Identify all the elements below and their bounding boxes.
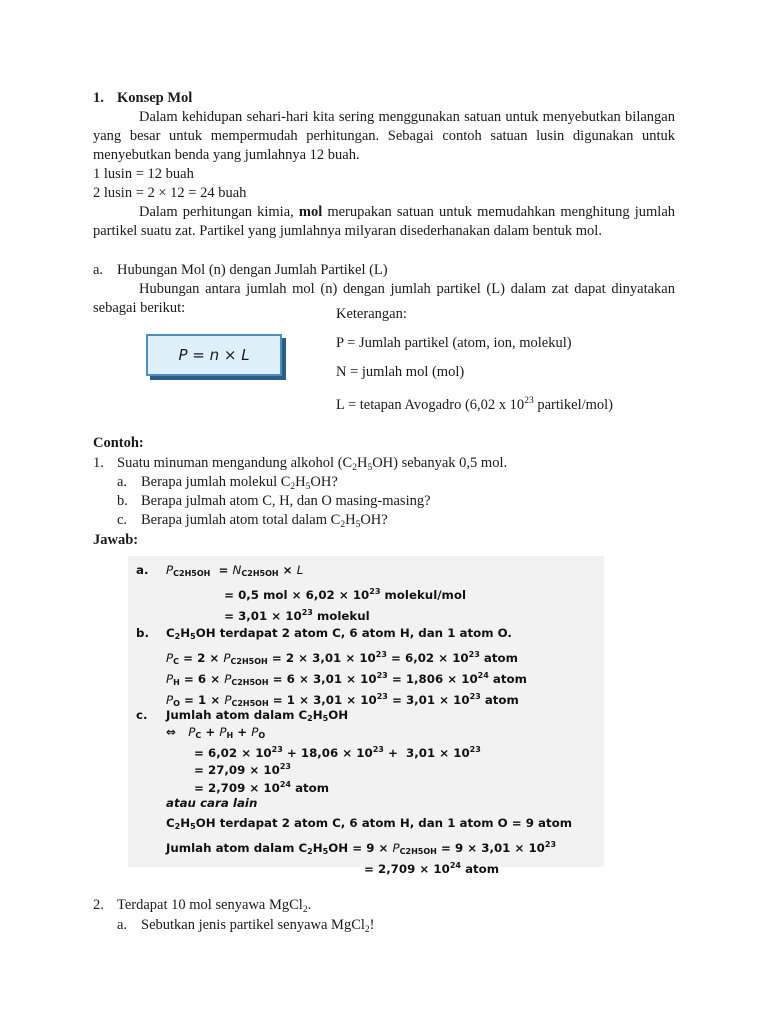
solution-b-line-4: PO = $1 \times PC2H5OH = 1 \times 3,01 \times 10^{23} = 3,01 \times 10^{23}$ atom — [166, 692, 519, 708]
question-1-before: Suatu minuman mengandung alkohol (C — [117, 455, 353, 471]
keterangan-p: P = Jumlah partikel (atom, ion, molekul) — [336, 335, 572, 351]
section-title: Konsep Mol — [117, 90, 193, 106]
solution-a-line-3: = $3,01 \times 10^{23}$ molekul — [220, 608, 370, 623]
section-heading — [93, 89, 675, 108]
intro-paragraph-2 — [93, 203, 675, 241]
question-2a-letter: a. — [117, 917, 128, 933]
keterangan-l — [336, 392, 676, 421]
solution-a-label: a. — [136, 563, 149, 577]
question-1b-letter: b. — [117, 493, 128, 509]
solution-alt-line-2: Jumlah atom dalam $C2H5OH = 9 \times PC2H5OH = 9 \times 3,01 \times 10^{23}$ — [166, 840, 557, 856]
question-1a: a. Berapa jumlah molekul $C_2H_5OH$? — [117, 474, 338, 492]
question-1c-text: Berapa jumlah atom total dalam C — [141, 512, 341, 528]
solution-a-line-1: a. PC2H5OH = NC2H5OH × L — [128, 560, 604, 581]
solution-alt-heading: atau cara lain — [166, 796, 258, 810]
solution-b-line-1: b. C2H5OH terdapat 2 atom C, 6 atom H, dan 1 atom O. — [128, 623, 604, 644]
keterangan-l-after: partikel/mol) — [533, 397, 614, 413]
formula-box: P = n × L — [146, 334, 282, 376]
question-2a-text: Sebutkan jenis partikel senyawa MgCl — [141, 917, 365, 933]
para2-bold-mol: mol — [298, 204, 323, 220]
intro-line-2: 2 lusin = 2 × 12 = 24 buah — [93, 185, 247, 201]
solution-b-line-2: PC = $2 \times PC2H5OH = 2 \times 3,01 \times 10^{23} = 6,02 \times 10^{23}$ atom — [166, 650, 518, 666]
solution-a-line-2: = 0,5 mol × $6,02 \times 10^{23}$ molekul/mol — [220, 587, 466, 602]
keterangan-block — [336, 305, 676, 421]
question-1b-text: Berapa julmah atom C, H, dan O masing-masing? — [141, 493, 431, 509]
question-2: 2. Terdapat 10 mol senyawa MgCl$_2$. — [93, 897, 312, 915]
jawab-heading: Jawab: — [93, 532, 139, 548]
solution-c-line-4: = $27,09 \times 10^{23}$ — [194, 762, 291, 777]
keterangan-n: N = jumlah mol (mol) — [336, 364, 465, 380]
question-1c-letter: c. — [117, 512, 128, 528]
contoh-heading: Contoh: — [93, 435, 144, 451]
question-1: 1. Suatu minuman mengandung alkohol $(C_2H_5OH)$ sebanyak 0,5 mol. — [93, 455, 508, 473]
subsection-a-heading — [93, 261, 675, 280]
section-number: 1. — [93, 90, 104, 106]
keterangan-heading: Keterangan: — [336, 306, 407, 322]
solution-c-line-1: c. Jumlah atom dalam C2H5OH — [136, 708, 349, 723]
solution-alt-line-1: C2H5OH terdapat 2 atom C, 6 atom H, dan 1 atom O = 9 atom — [166, 816, 573, 831]
solution-c-text: Jumlah atom dalam — [166, 708, 295, 722]
question-1c: c. Berapa jumlah atom total dalam $C_2H_5OH$? — [117, 512, 388, 530]
subsection-a-letter: a. — [93, 262, 104, 278]
solution-panel — [128, 556, 604, 876]
keterangan-l-exp: 23 — [524, 396, 534, 406]
question-1-number: 1. — [93, 455, 104, 471]
question-1a-text: Berapa jumlah molekul C — [141, 474, 291, 490]
question-2-number: 2. — [93, 897, 104, 913]
subsection-a-title: Hubungan Mol (n) dengan Jumlah Partikel (L) — [117, 262, 388, 278]
intro-paragraph: Dalam kehidupan sehari-hari kita sering menggunakan satuan untuk menyebutkan bilangan yang besar untuk mempermudah perhitungan. Sebagai contoh satuan lusin digunakan untuk menyebutkan benda yang jumlahnya 12 buah. — [93, 109, 675, 163]
solution-c-line-2: ⇔ PC + PH + PO — [166, 725, 266, 740]
solution-c-line-5: = $2,709 \times 10^{24}$ atom — [194, 780, 330, 795]
solution-c-line-3: = $6,02 \times 10^{23} + 18,06 \times 10^{23} + 3,01 \times 10^{23}$ — [194, 745, 481, 760]
solution-b-line-3: PH = $6 \times PC2H5OH = 6 \times 3,01 \times 10^{23} = 1,806 \times 10^{24}$ atom — [166, 671, 527, 687]
intro-line-1: 1 lusin = 12 buah — [93, 166, 194, 182]
question-1a-letter: a. — [117, 474, 128, 490]
para2-before: Dalam perhitungan kimia, — [139, 204, 294, 220]
solution-alt-line-3: = $2,709 \times 10^{24}$ atom — [364, 861, 500, 876]
para2-after: merupakan satuan untuk memudahkan menghitung jumlah partikel suatu zat. Partikel yang jumlahnya milyaran disederhanakan dalam bentuk mol. — [93, 204, 675, 239]
question-1b — [117, 492, 431, 511]
solution-b-text: terdapat 2 atom C, 6 atom H, dan 1 atom O. — [219, 626, 512, 640]
solution-b-label: b. — [136, 626, 149, 640]
question-2-text: Terdapat 10 mol senyawa MgCl — [117, 897, 303, 913]
solution-alt-text: terdapat 2 atom C, 6 atom H, dan 1 atom O = 9 atom — [219, 816, 573, 830]
question-1-after: OH) sebanyak 0,5 mol. — [372, 455, 508, 471]
solution-c-label: c. — [136, 708, 148, 722]
subsection-a-paragraph: Hubungan antara jumlah mol (n) dengan jumlah partikel (L) dalam zat dapat dinyatakan sebagai berikut: — [93, 281, 675, 316]
question-2a: a. Sebutkan jenis partikel senyawa MgCl$_2$! — [117, 917, 375, 935]
solution-alt-text-2: Jumlah atom dalam — [166, 841, 295, 855]
keterangan-l-before: L = tetapan Avogadro (6,02 x 10 — [336, 397, 525, 413]
